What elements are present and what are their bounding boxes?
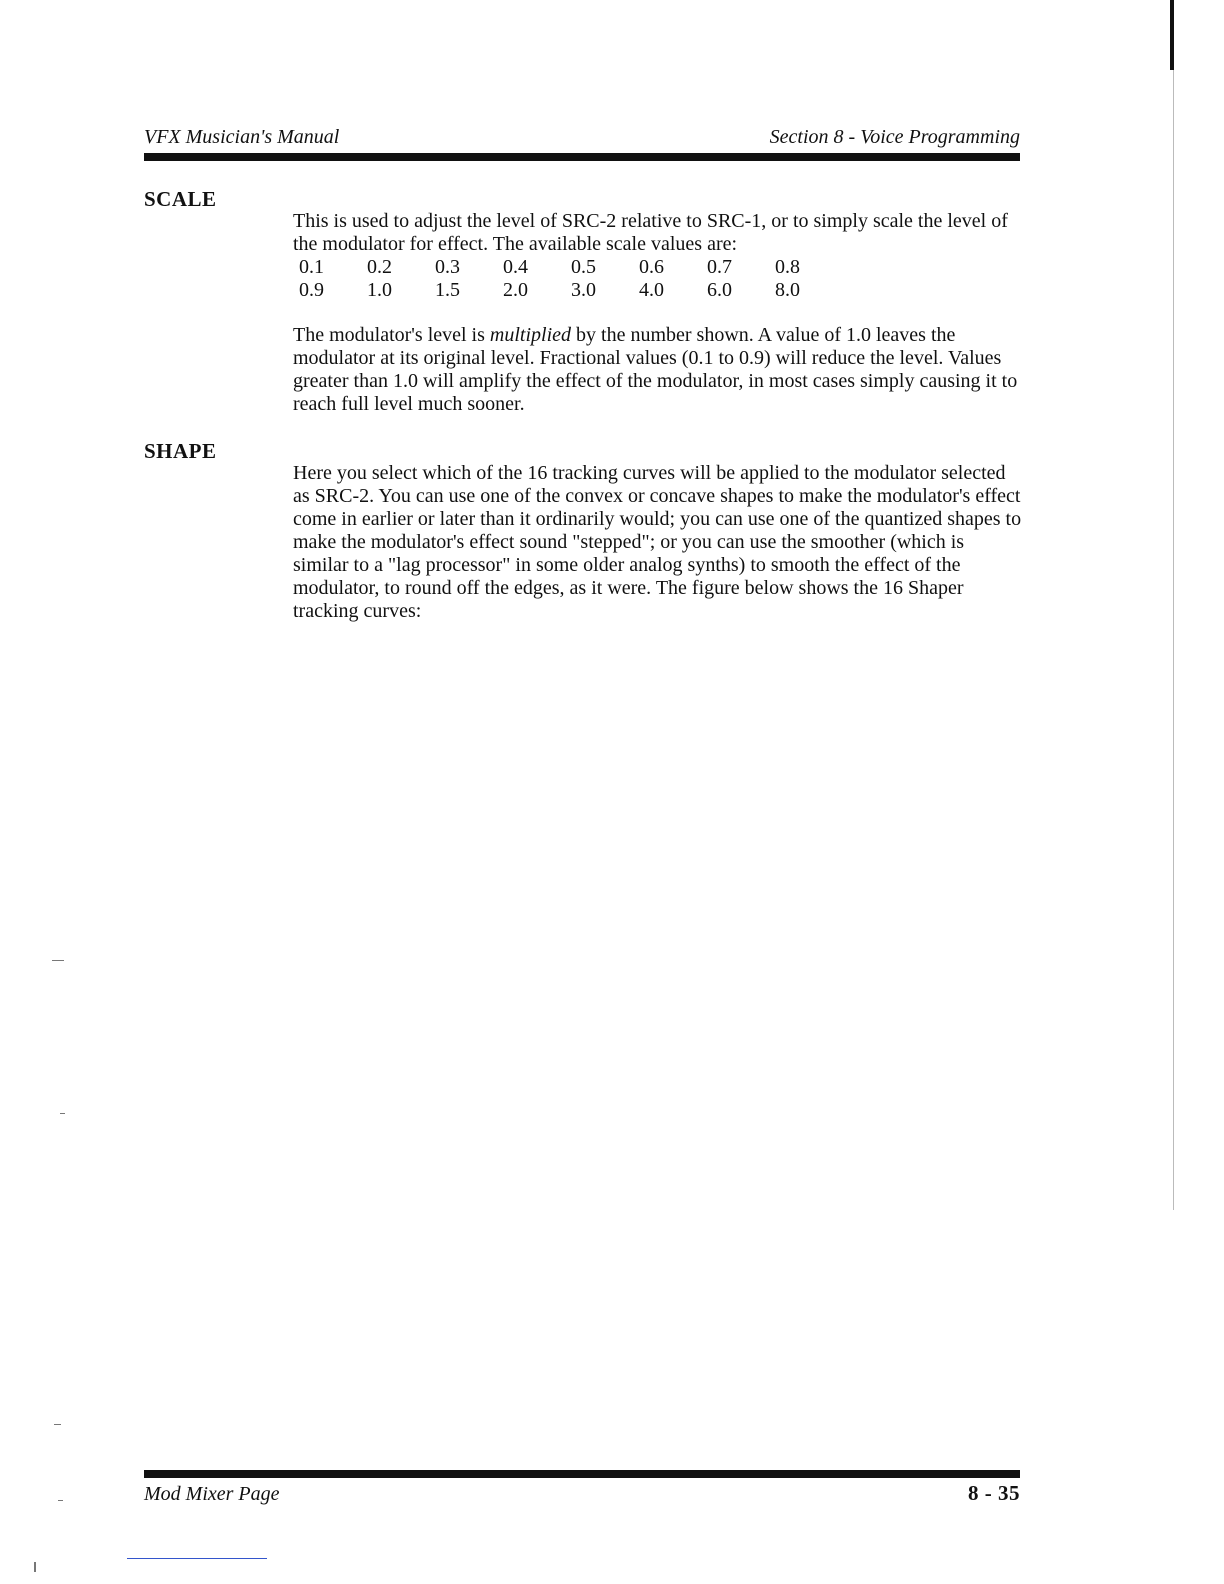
page-edge-mark (1170, 0, 1174, 70)
scale-para-before: The modulator's level is (293, 324, 490, 346)
scale-value: 0.4 (503, 256, 528, 278)
term-shape: SHAPE (144, 439, 217, 463)
scale-value: 0.5 (571, 256, 596, 278)
scan-mark (58, 1500, 63, 1501)
scale-description (293, 210, 1023, 302)
term-scale: SCALE (144, 187, 217, 211)
scan-mark (60, 1113, 65, 1114)
scale-value: 0.9 (299, 279, 324, 301)
header-section-title: Section 8 - Voice Programming (769, 126, 1020, 148)
scale-para-after: by the number shown. A value of 1.0 leaves the modulator at its original level. Fractional values (0.1 to 0.9) will reduce the level. Values greater than 1.0 will amplify the effect of the modulator, in most cases simply causing it to reach full level much sooner. (293, 324, 1018, 415)
shape-description (293, 462, 1023, 623)
header-manual-title: VFX Musician's Manual (144, 126, 340, 148)
scale-value: 0.8 (775, 256, 800, 278)
scale-multiplier-text (293, 324, 1023, 416)
page-edge-line (1173, 70, 1174, 1210)
scale-values-row-2 (299, 279, 1023, 302)
scan-mark (54, 1424, 61, 1425)
scale-value: 8.0 (775, 279, 800, 301)
scale-value: 4.0 (639, 279, 664, 301)
scale-value: 0.2 (367, 256, 392, 278)
link-underline (127, 1558, 267, 1559)
footer-page-name: Mod Mixer Page (144, 1483, 280, 1505)
scale-value: 3.0 (571, 279, 596, 301)
scale-value: 0.3 (435, 256, 460, 278)
scale-value: 1.5 (435, 279, 460, 301)
footer-page-number: 8 - 35 (968, 1481, 1020, 1505)
scale-para-emphasis: multiplied (489, 324, 572, 346)
scale-value: 1.0 (367, 279, 392, 301)
shape-text: Here you select which of the 16 tracking curves will be applied to the modulator selected as SRC-2. You can use one of the convex or concave shapes to make the modulator's effect come in earlier or later than it ordinarily would; you can use one of the quantized shapes to make the modulator's effect sound "stepped"; or you can use the smoother (which is similar to a "lag processor" in some older analog synths) to smooth the effect of the modulator, to round off the edges, as it were. The figure below shows the 16 Shaper tracking curves: (293, 462, 1022, 622)
scale-value: 6.0 (707, 279, 732, 301)
page-header (144, 126, 1020, 152)
scan-mark (34, 1562, 36, 1572)
scale-values-row-1 (299, 256, 1023, 279)
scale-value: 0.1 (299, 256, 324, 278)
scan-mark (52, 960, 64, 961)
scale-value: 0.7 (707, 256, 732, 278)
scale-value: 2.0 (503, 279, 528, 301)
scale-intro: This is used to adjust the level of SRC-2 relative to SRC-1, or to simply scale the level of the modulator for effect. The available scale values are: (293, 210, 1008, 255)
header-rule (144, 153, 1020, 161)
scale-value: 0.6 (639, 256, 664, 278)
footer-rule (144, 1470, 1020, 1478)
scale-multiplier-paragraph (293, 324, 1023, 416)
